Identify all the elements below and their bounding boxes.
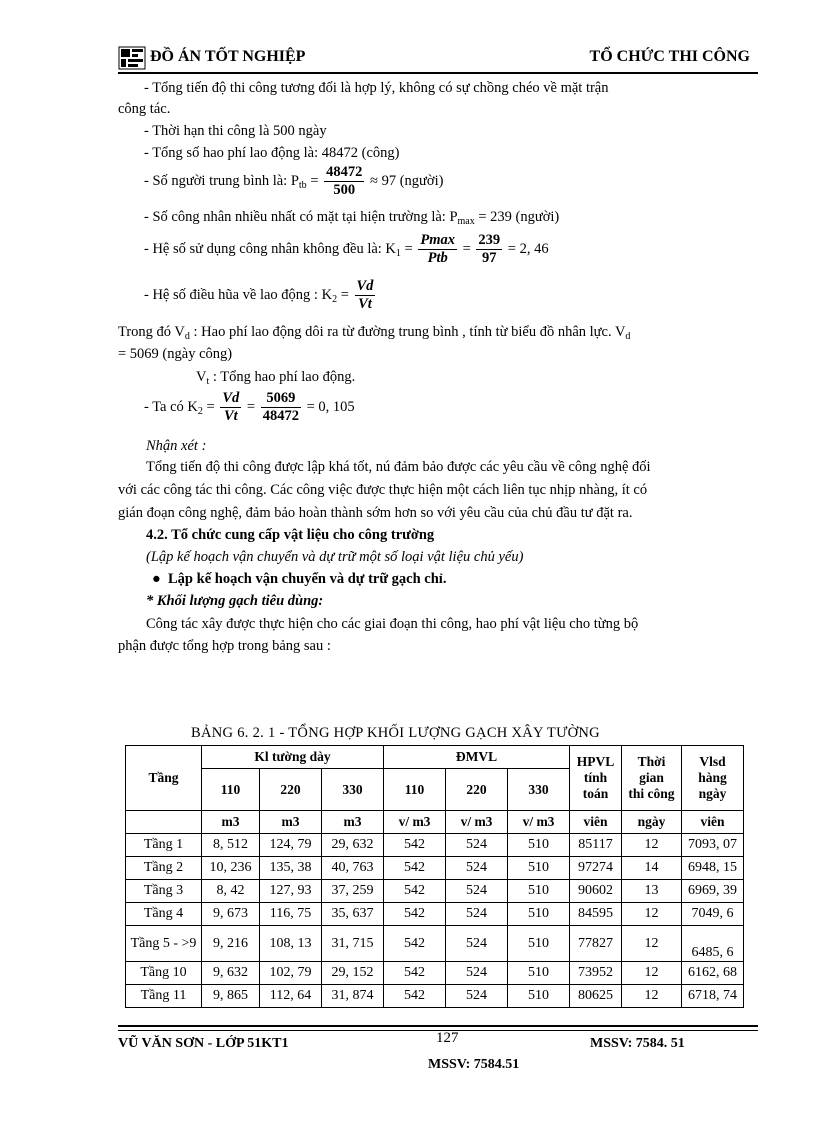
table-row [126,903,744,926]
subheader-cell: 110 [384,769,446,811]
table-cell: 7049, 6 [682,903,744,926]
table-cell: 524 [446,985,508,1008]
subsection-heading: * Khối lượng gạch tiêu dùng: [146,593,324,609]
table-cell: 135, 38 [260,857,322,880]
table-cell: 510 [508,880,570,903]
header-hpvl: HPVL tính toán [570,746,622,811]
table-cell: 124, 79 [260,834,322,857]
table-cell: 524 [446,857,508,880]
school-logo-icon [118,46,146,70]
formula-line-k2: - Hệ số điều hũa về lao động : $K_2$ = $\frac{Vd}{Vt}$ [144,278,374,313]
table-cell: 12 [622,985,682,1008]
section-heading: 4.2. Tổ chức cung cấp vật liệu cho công trường [146,527,435,543]
table-cell: 9, 865 [202,985,260,1008]
text-line: - Thời hạn thi công là 500 ngày [144,123,327,139]
formula-line-k2-value: - Ta có $K_2$ = $\frac{Vd}{Vt}$ = $\frac{5069}{48472}$ = 0, 105 [144,390,355,425]
fraction: $\frac{5069}{48472}$ [262,390,299,425]
fraction: $\frac{Pmax}{\text{Ptb}}$ [420,232,455,267]
table-row [126,962,744,985]
text-line: = 5069 (ngày công) [118,346,233,362]
remark-heading: Nhận xét : [146,438,207,454]
table-cell: 510 [508,903,570,926]
unit-cell: viên [682,811,744,834]
table-cell: 9, 632 [202,962,260,985]
unit-cell: ngày [622,811,682,834]
fraction: $\frac{239}{97}$ [478,232,501,267]
row-label-cell: Tầng 3 [126,880,202,903]
footer-author: VŨ VĂN SƠN - LỚP 51KT1 [118,1036,289,1051]
table-cell: 9, 216 [202,926,260,962]
text-line: với các công tác thi công. Các công việc được thực hiện một cách liên tục nhịp nhàng, ít có [118,482,648,498]
table-cell: 510 [508,834,570,857]
header-rule [118,72,758,74]
text-line: phận được tổng hợp trong bảng sau : [118,638,331,654]
table-cell: 524 [446,880,508,903]
table-cell: 542 [384,903,446,926]
formula-line-ptb: - Số người trung bình là: $P_{tb}$ = $\frac{48472}{500}$ ≈ 97 (người) [144,164,444,199]
table-cell: 6718, 74 [682,985,744,1008]
unit-cell: m3 [202,811,260,834]
table-row [126,834,744,857]
row-label-cell: Tầng 2 [126,857,202,880]
formula-line-pmax: - Số công nhân nhiều nhất có mặt tại hiện trường là: $P_{max} = 239$ (người) [144,209,560,227]
unit-cell [126,811,202,834]
subheader-cell: 220 [446,769,508,811]
table-cell: 12 [622,926,682,962]
header-thoi-gian: Thời gian thi công [622,746,682,811]
table-units-row [126,811,744,834]
subheader-cell: 220 [260,769,322,811]
table-cell: 542 [384,834,446,857]
table-caption: BẢNG 6. 2. 1 - TỔNG HỢP KHỐI LƯỢNG GẠCH XÂY TƯỜNG [191,725,600,741]
table-cell: 12 [622,962,682,985]
header-kl: Kl tường dày [202,746,384,769]
section-subtitle: (Lập kế hoạch vận chuyển và dự trữ một số loại vật liệu chủ yếu) [146,549,524,565]
table-cell: 510 [508,962,570,985]
unit-cell: m3 [322,811,384,834]
table-cell: 90602 [570,880,622,903]
table-cell: 6485, 6 [682,926,744,962]
header-left-title: ĐỒ ÁN TỐT NGHIỆP [150,48,306,65]
table-cell: 6948, 15 [682,857,744,880]
row-label-cell: Tầng 1 [126,834,202,857]
table-row [126,985,744,1008]
page-number: 127 [436,1030,459,1046]
table-cell: 29, 632 [322,834,384,857]
table-cell: 31, 715 [322,926,384,962]
table-header-row [126,746,744,769]
table-cell: 8, 42 [202,880,260,903]
unit-cell: m3 [260,811,322,834]
table-cell: 542 [384,962,446,985]
text-line: Tổng tiến độ thi công được lập khá tốt, nú đảm bảo được các yêu cầu về công nghệ đối [146,459,651,475]
header-vlsd: Vlsd hàng ngày [682,746,744,811]
footer-mssv-right: MSSV: 7584. 51 [590,1036,685,1051]
fraction: $\frac{Vd}{Vt}$ [356,278,374,313]
text-line: Công tác xây được thực hiện cho các giai đoạn thi công, hao phí vật liệu cho từng bộ [146,616,639,632]
brick-volume-table [125,745,744,1008]
bullet-item: ● Lập kế hoạch vận chuyển và dự trữ gạch chỉ. [152,571,447,587]
table-cell: 9, 673 [202,903,260,926]
table-cell: 116, 75 [260,903,322,926]
table-cell: 6162, 68 [682,962,744,985]
table-cell: 510 [508,985,570,1008]
table-cell: 13 [622,880,682,903]
table-cell: 524 [446,926,508,962]
table-cell: 97274 [570,857,622,880]
table-cell: 12 [622,903,682,926]
table-cell: 108, 13 [260,926,322,962]
table-cell: 102, 79 [260,962,322,985]
bullet-icon: ● [152,571,161,587]
table-cell: 29, 152 [322,962,384,985]
unit-cell: v/ m3 [446,811,508,834]
formula-line-k1: - Hệ số sử dụng công nhân không đều là: $K_1$ = $\frac{Pmax}{\text{Ptb}}$ = $\frac{239}{97}$ = 2, 46 [144,232,549,267]
text-line: - Tổng số hao phí lao động là: 48472 (công) [144,145,400,161]
table-cell: 510 [508,857,570,880]
table-cell: 84595 [570,903,622,926]
fraction: $\frac{Vd}{Vt}$ [222,390,240,425]
table-cell: 10, 236 [202,857,260,880]
table-cell: 8, 512 [202,834,260,857]
text-line: công tác. [118,101,171,117]
table-cell: 85117 [570,834,622,857]
table-cell: 524 [446,903,508,926]
table-cell: 542 [384,985,446,1008]
row-label-cell: Tầng 4 [126,903,202,926]
table-cell: 524 [446,962,508,985]
footer-rule [118,1025,758,1027]
header-tang: Tầng [126,746,202,811]
unit-cell: v/ m3 [508,811,570,834]
table-cell: 7093, 07 [682,834,744,857]
table-cell: 542 [384,880,446,903]
subheader-cell: 110 [202,769,260,811]
table-cell: 127, 93 [260,880,322,903]
table-cell: 35, 637 [322,903,384,926]
text-line: gián đoạn công nghệ, đảm bảo hoàn thành sớm hơn so với yêu cầu của chủ đầu tư đặt ra. [118,505,633,521]
subheader-cell: 330 [322,769,384,811]
table-row [126,926,744,962]
fraction: $\frac{48472}{500}$ [326,164,363,199]
row-label-cell: Tầng 10 [126,962,202,985]
page-header [118,46,758,70]
text-line: Trong đó $V_d$ : Hao phí lao động dôi ra từ đường trung bình , tính từ biểu đồ nhân lực. $V_d$ [118,324,631,342]
table-cell: 542 [384,857,446,880]
table-cell: 6969, 39 [682,880,744,903]
table-cell: 40, 763 [322,857,384,880]
row-label-cell: Tầng 5 - >9 [126,926,202,962]
footer-mssv-center: MSSV: 7584.51 [428,1057,520,1072]
table-cell: 31, 874 [322,985,384,1008]
unit-cell: viên [570,811,622,834]
text-line: $V_t$ : Tổng hao phí lao động. [196,369,356,387]
header-right-title: TỔ CHỨC THI CÔNG [589,48,750,65]
table-cell: 73952 [570,962,622,985]
table-cell: 12 [622,834,682,857]
header-dmvl: ĐMVL [384,746,570,769]
table-cell: 510 [508,926,570,962]
table-cell: 524 [446,834,508,857]
table-row [126,857,744,880]
table-cell: 542 [384,926,446,962]
table-row [126,880,744,903]
text-line: - Tổng tiến độ thi công tương đối là hợp lý, không có sự chồng chéo về mặt trận [144,80,609,96]
row-label-cell: Tầng 11 [126,985,202,1008]
unit-cell: v/ m3 [384,811,446,834]
table-cell: 77827 [570,926,622,962]
table-cell: 37, 259 [322,880,384,903]
table-cell: 80625 [570,985,622,1008]
table-cell: 112, 64 [260,985,322,1008]
table-cell: 14 [622,857,682,880]
subheader-cell: 330 [508,769,570,811]
